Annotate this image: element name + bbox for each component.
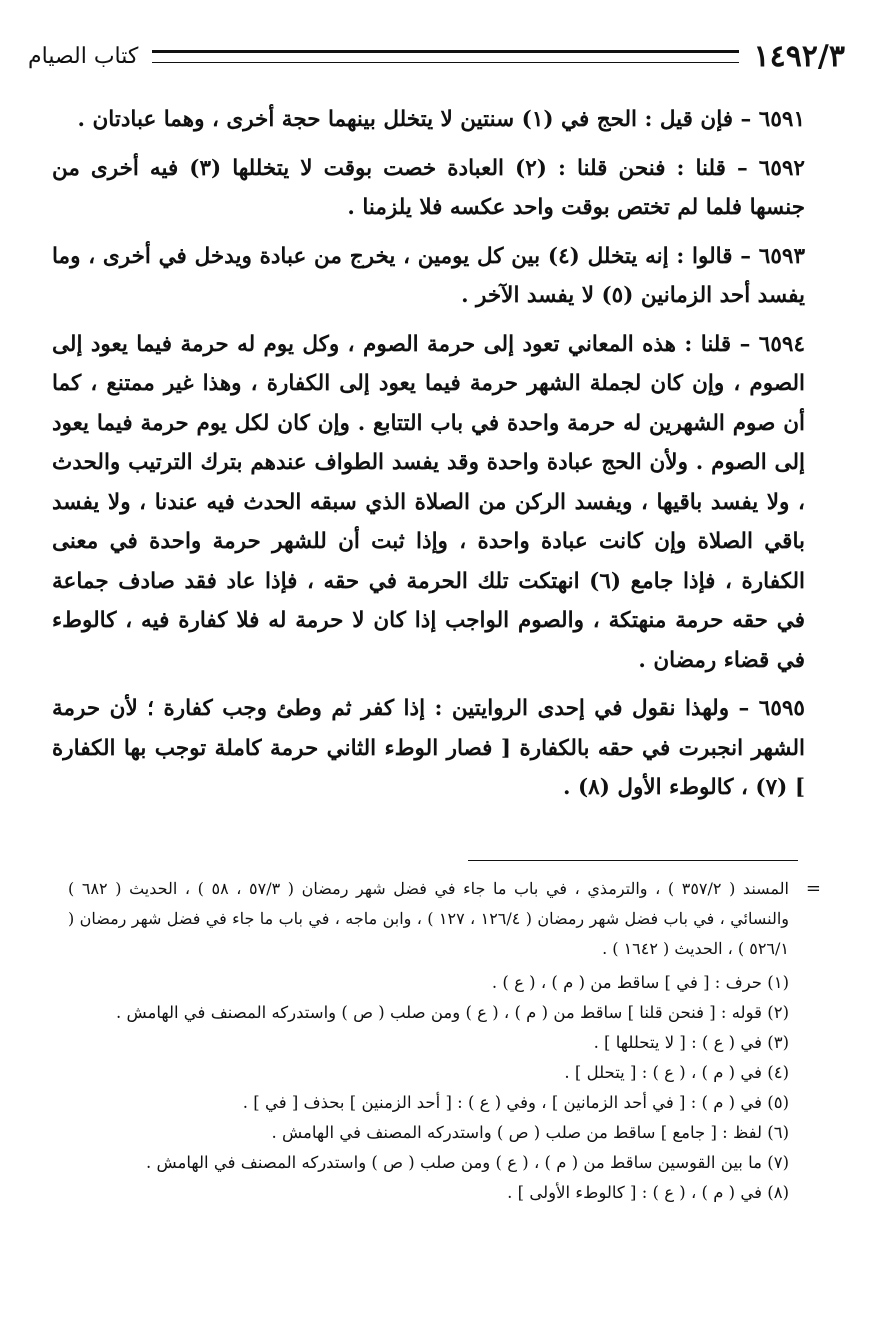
footnote: (٥) في ( م ) : [ في أحد الزمانين ] ، وفي ( ع ) : [ أحد الزمنين ] بحذف [ في ] .	[242, 1093, 789, 1112]
footnote: (٨) في ( م ) ، ( ع ) : [ كالوطء الأولى ] .	[507, 1183, 789, 1202]
paragraph	[52, 689, 805, 808]
book-title: كتاب الصيام	[28, 43, 139, 69]
footnote-continuation	[68, 874, 821, 964]
page-number: ١٤٩٢/٣	[753, 38, 845, 74]
footnote: (٢) قوله : [ فنحن قلنا ] ساقط من ( م ) ، ( ع ) ومن صلب ( ص ) واستدركه المصنف في الهامش .	[115, 1003, 789, 1022]
footnote: (٣) في ( ع ) : [ لا يتحللها ] .	[593, 1033, 789, 1052]
paragraph-number: ٦٥٩٤	[758, 331, 805, 357]
footnote: (٧) ما بين القوسين ساقط من ( م ) ، ( ع ) ومن صلب ( ص ) واستدركه المصنف في الهامش .	[146, 1153, 789, 1172]
paragraph-number: ٦٥٩١	[758, 107, 805, 132]
header-rule	[152, 50, 739, 63]
footnote-separator	[468, 860, 798, 861]
footnotes	[68, 874, 821, 1208]
paragraph	[52, 149, 805, 228]
paragraph-number: ٦٥٩٥	[758, 696, 805, 721]
paragraph-text: – ولهذا نقول في إحدى الروايتين : إذا كفر ثم وطئ وجب كفارة ؛ لأن حرمة الشهر انجبرت في حقه بالكفارة [ فصار الوطء الثاني حرمة كاملة توجب بها الكفارة ] (٧) ، كالوطء الأول (٨) .	[52, 696, 805, 800]
footnote: (٤) في ( م ) ، ( ع ) : [ يتحلل ] .	[564, 1063, 789, 1082]
footnote: (١) حرف : [ في ] ساقط من ( م ) ، ( ع ) .	[491, 973, 789, 992]
continuation-mark: =	[805, 878, 821, 899]
footnote: (٦) لفظ : [ جامع ] ساقط من صلب ( ص ) واستدركه المصنف في الهامش .	[271, 1123, 789, 1142]
paragraph-text: – قالوا : إنه يتخلل (٤) بين كل يومين ، يخرج من عبادة ويدخل في أخرى ، وما يفسد أحد الزمانين (٥) لا يفسد الآخر .	[52, 243, 805, 308]
paragraph-text: – قلنا : هذه المعاني تعود إلى حرمة الصوم ، وكل يوم له حرمة فيما يعود إلى الصوم ، وإن كان لجملة الشهر حرمة فيما يعود إلى الكفارة ، وهذا غير ممتنع ، كما أن صوم الشهرين له حرمة واحدة في باب التتابع . وإن كان لكل يوم حرمة فيما يعود إلى الصوم . ولأن الحج عبادة واحدة وقد يفسد الطواف عندهم بترك الترتيب والحدث ، ولا يفسد باقيها ، ويفسد الركن من الصلاة الذي سبقه الحدث فيه عندنا ، ولا يفسد باقي الصلاة وإن كانت عبادة واحدة ، وإذا ثبت أن للشهر حرمة واحدة في معنى الكفارة ، فإذا جامع (٦) انهتكت تلك الحرمة في حقه ، فإذا عاد فقد صادف جماعة في حقه حرمة منهتكة ، والصوم الواجب إذا كان لا حرمة له فلا كفارة فيه ، كالوطء في قضاء رمضان .	[52, 331, 805, 673]
paragraph-text: – فإن قيل : الحج في (١) سنتين لا يتخلل بينهما حجة أخرى ، وهما عبادتان .	[77, 107, 752, 132]
paragraph-number: ٦٥٩٢	[758, 155, 805, 181]
paragraph	[52, 237, 805, 316]
paragraph	[52, 100, 805, 140]
paragraph-text: – قلنا : فنحن قلنا : (٢) العبادة خصت بوقت لا يتخللها (٣) فيه أخرى من جنسها فلما لم تختص بوقت واحد عكسه فلا يلزمنا .	[52, 155, 805, 220]
main-text	[52, 100, 805, 817]
paragraph	[52, 325, 805, 681]
paragraph-number: ٦٥٩٣	[758, 243, 805, 269]
footnote-continuation-text: المسند ( ٣٥٧/٢ ) ، والترمذي ، في باب ما جاء في فضل شهر رمضان ( ٥٧/٣ ، ٥٨ ) ، الحديث ( ٦٨٢ ) والنسائي ، في باب فضل شهر رمضان ( ١٢٦/٤ ، ١٢٧ ) ، وابن ماجه ، في باب ما جاء في فضل شهر رمضان ( ٥٢٦/١ ) ، الحديث ( ١٦٤٢ ) .	[68, 879, 790, 958]
page-header	[28, 36, 845, 76]
